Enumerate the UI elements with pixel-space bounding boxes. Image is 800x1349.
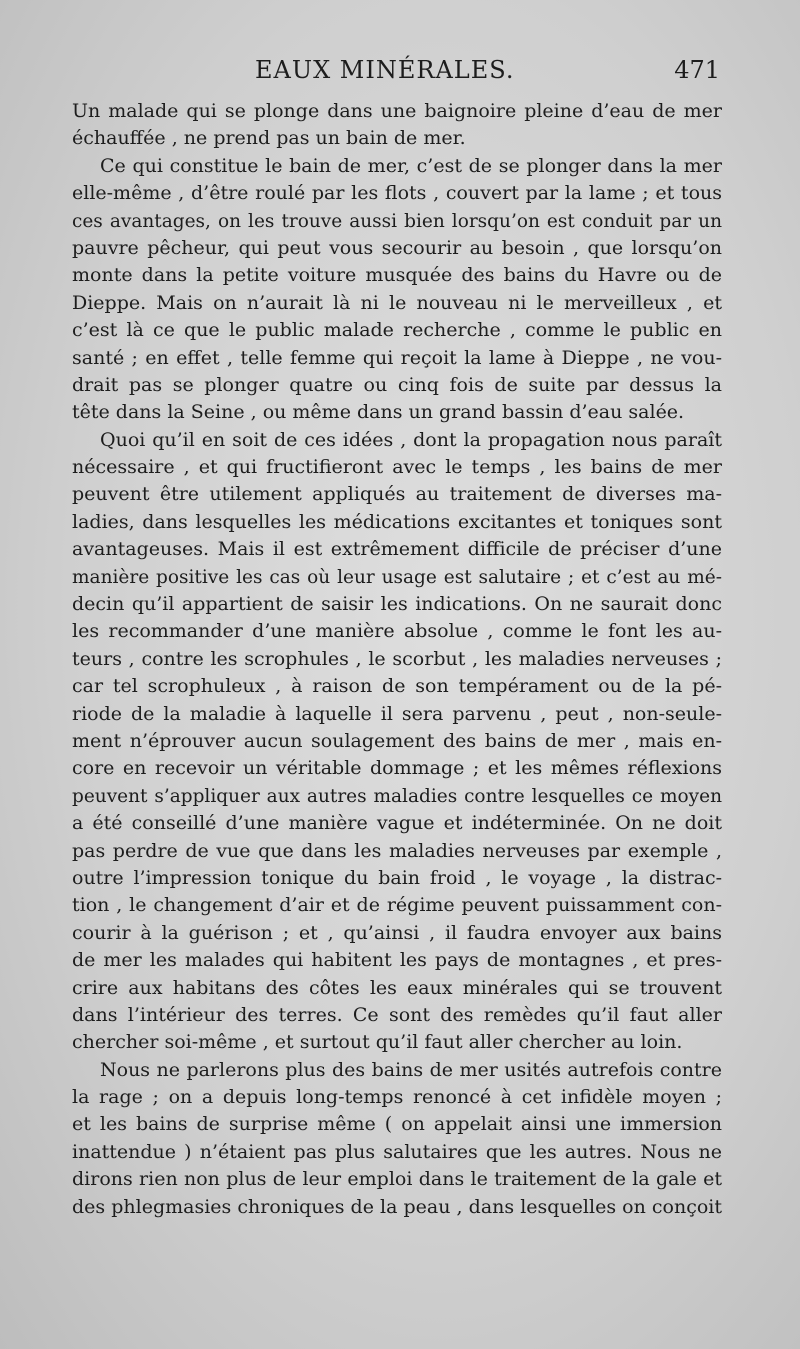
text-line: manière positive les cas où leur usage est salutaire ; et c’est au mé- [72,566,722,588]
text-line: chercher soi-même , et surtout qu’il faut aller chercher au loin. [72,1031,683,1054]
running-title: EAUX MINÉRALES. [255,56,515,84]
text-line: Nous ne parlerons plus des bains de mer usités autrefois contre [100,1058,722,1081]
text-line: les recommander d’une manière absolue , comme le font les au- [72,620,722,643]
text-line: Quoi qu’il en soit de ces idées , dont la propagation nous paraît [100,428,722,451]
text-line: peuvent être utilement appliqués au traitement de diverses ma- [72,483,722,506]
text-line: Ce qui constitue le bain de mer, c’est de se plonger dans la mer [100,154,722,177]
text-line: pas perdre de vue que dans les maladies nerveuses par exemple , [72,839,722,862]
text-line: la rage ; on a depuis long-temps renoncé à cet infidèle moyen ; [72,1086,722,1109]
text-line: core en recevoir un véritable dommage ; et les mêmes réflexions [72,757,722,780]
text-line: des phlegmasies chroniques de la peau , dans lesquelles on conçoit [72,1195,722,1218]
text-line: dirons rien non plus de leur emploi dans le traitement de la gale et [72,1168,722,1191]
text-line: car tel scrophuleux , à raison de son tempérament ou de la pé- [72,675,722,698]
text-line: tion , le changement d’air et de régime peuvent puissamment con- [72,894,722,917]
text-line: santé ; en effet , telle femme qui reçoit la lame à Dieppe , ne vou- [72,346,722,369]
text-line: tête dans la Seine , ou même dans un grand bassin d’eau salée. [72,401,685,424]
text-line: inattendue ) n’étaient pas plus salutaires que les autres. Nous ne [72,1140,722,1163]
text-line: ladies, dans lesquelles les médications excitantes et toniques sont [72,510,722,533]
text-line: crire aux habitans des côtes les eaux minérales qui se trouvent [72,976,722,999]
text-line: peuvent s’appliquer aux autres maladies contre lesquelles ce moyen [72,785,722,807]
text-line: Dieppe. Mais on n’aurait là ni le nouveau ni le merveilleux , et [72,291,722,314]
text-line: ces avantages, on les trouve aussi bien lorsqu’on est conduit par un [72,210,722,232]
text-line: riode de la maladie à laquelle il sera parvenu , peut , non-seule- [72,702,722,725]
text-line: Un malade qui se plonge dans une baignoire pleine d’eau de mer [72,100,722,122]
text-line: teurs , contre les scrophules , le scorbut , les maladies nerveuses ; [72,647,722,670]
text-line: outre l’impression tonique du bain froid , le voyage , la distrac- [72,866,722,889]
text-line: ment n’éprouver aucun soulagement des bains de mer , mais en- [72,729,722,752]
body-text [72,98,722,1221]
text-line: avantageuses. Mais il est extrêmement difficile de préciser d’une [72,538,722,561]
text-line: de mer les malades qui habitent les pays de montagnes , et pres- [72,949,722,972]
page-number: 471 [674,56,720,84]
text-line: échauffée , ne prend pas un bain de mer. [72,127,466,150]
text-line: elle-même , d’être roulé par les flots , couvert par la lame ; et tous [72,182,722,205]
page-header [70,56,720,92]
text-line: dans l’intérieur des terres. Ce sont des remèdes qu’il faut aller [72,1003,722,1026]
text-line: decin qu’il appartient de saisir les indications. On ne saurait donc [72,593,722,616]
text-line: drait pas se plonger quatre ou cinq fois de suite par dessus la [72,373,722,396]
text-line: a été conseillé d’une manière vague et indéterminée. On ne doit [72,812,722,835]
text-line: pauvre pêcheur, qui peut vous secourir au besoin , que lorsqu’on [72,236,722,259]
text-line: courir à la guérison ; et , qu’ainsi , il faudra envoyer aux bains [72,921,722,944]
text-line: c’est là ce que le public malade recherche , comme le public en [72,319,722,342]
text-line: monte dans la petite voiture musquée des bains du Havre ou de [72,264,722,287]
text-line: nécessaire , et qui fructifieront avec le temps , les bains de mer [72,456,722,479]
text-line: et les bains de surprise même ( on appelait ainsi une immersion [72,1113,722,1136]
